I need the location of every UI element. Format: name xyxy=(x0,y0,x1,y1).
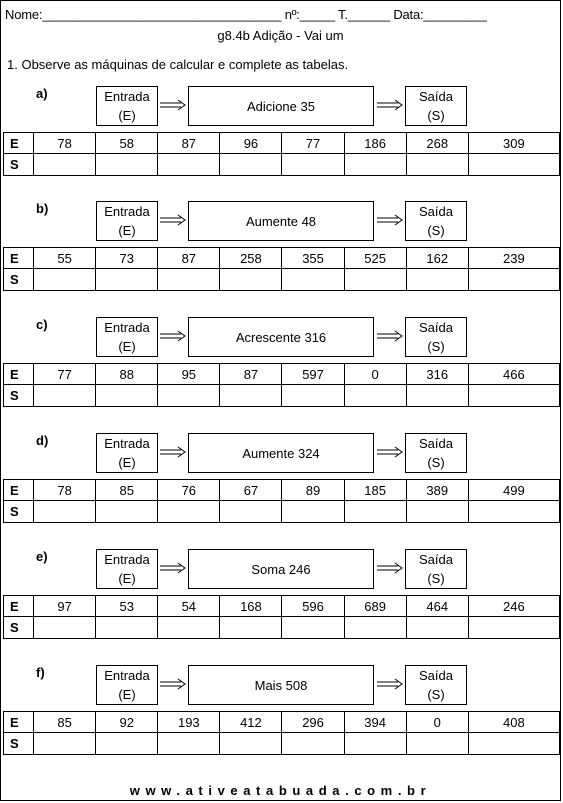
output-answer-cell[interactable] xyxy=(158,154,220,176)
entry-cell: 689 xyxy=(344,596,406,617)
entry-cell: 76 xyxy=(158,480,220,501)
row-label-s: S xyxy=(4,385,34,407)
entry-cell: 268 xyxy=(406,133,468,154)
entry-cell: 394 xyxy=(344,712,406,733)
output-box xyxy=(405,86,467,126)
output-answer-cell[interactable] xyxy=(34,154,96,176)
entry-cell: 309 xyxy=(468,133,559,154)
entry-cell: 464 xyxy=(406,596,468,617)
row-label-e: E xyxy=(4,248,34,269)
input-box-symbol: (E) xyxy=(118,339,136,354)
output-answer-cell[interactable] xyxy=(344,733,406,755)
output-answer-cell[interactable] xyxy=(34,385,96,407)
output-answer-cell[interactable] xyxy=(34,269,96,291)
input-box-symbol: (E) xyxy=(118,108,136,123)
output-box xyxy=(405,201,467,241)
output-answer-cell[interactable] xyxy=(96,385,158,407)
output-box-symbol: (S) xyxy=(427,687,445,702)
exercise-label: c) xyxy=(36,317,48,332)
output-answer-cell[interactable] xyxy=(406,385,468,407)
output-answer-cell[interactable] xyxy=(282,501,344,523)
table-row-entries xyxy=(4,364,560,385)
output-answer-cell[interactable] xyxy=(158,733,220,755)
table-row-outputs xyxy=(4,733,560,755)
table-row-entries xyxy=(4,133,560,154)
row-label-e: E xyxy=(4,364,34,385)
input-box-title: Entrada xyxy=(104,204,150,219)
entry-cell: 389 xyxy=(406,480,468,501)
entry-cell: 89 xyxy=(282,480,344,501)
output-answer-cell[interactable] xyxy=(96,154,158,176)
output-answer-cell[interactable] xyxy=(406,617,468,639)
worksheet-title: g8.4b Adição - Vai um xyxy=(217,28,344,43)
output-answer-cell[interactable] xyxy=(34,733,96,755)
input-output-table xyxy=(3,479,560,523)
input-box-title: Entrada xyxy=(104,436,150,451)
entry-cell: 73 xyxy=(96,248,158,269)
operation-label: Mais 508 xyxy=(254,677,308,693)
output-box-symbol: (S) xyxy=(427,339,445,354)
output-box-symbol: (S) xyxy=(427,108,445,123)
output-answer-cell[interactable] xyxy=(158,617,220,639)
exercise-label: e) xyxy=(36,549,48,564)
arrow-right-icon xyxy=(159,329,187,343)
entry-cell: 96 xyxy=(220,133,282,154)
entry-cell: 87 xyxy=(158,133,220,154)
input-box-title: Entrada xyxy=(104,552,150,567)
output-answer-cell[interactable] xyxy=(220,154,282,176)
arrow-right-icon xyxy=(159,213,187,227)
operation-label: Soma 246 xyxy=(251,561,311,577)
output-answer-cell[interactable] xyxy=(344,385,406,407)
operation-box xyxy=(188,86,374,126)
input-box xyxy=(96,86,158,126)
input-output-table xyxy=(3,595,560,639)
output-answer-cell[interactable] xyxy=(406,501,468,523)
arrow-right-icon xyxy=(159,98,187,112)
entry-cell: 296 xyxy=(282,712,344,733)
output-answer-cell[interactable] xyxy=(406,733,468,755)
arrow-right-icon xyxy=(159,561,187,575)
entry-cell: 597 xyxy=(282,364,344,385)
output-answer-cell[interactable] xyxy=(468,269,559,291)
operation-label: Adicione 35 xyxy=(247,98,315,114)
output-answer-cell[interactable] xyxy=(468,385,559,407)
arrow-right-icon xyxy=(159,677,187,691)
exercise-label: a) xyxy=(36,86,48,101)
entry-cell: 499 xyxy=(468,480,559,501)
output-answer-cell[interactable] xyxy=(158,269,220,291)
output-answer-cell[interactable] xyxy=(96,617,158,639)
output-answer-cell[interactable] xyxy=(282,733,344,755)
output-box xyxy=(405,317,467,357)
output-answer-cell[interactable] xyxy=(96,269,158,291)
entry-cell: 95 xyxy=(158,364,220,385)
table-row-outputs xyxy=(4,501,560,523)
arrow-right-icon xyxy=(159,445,187,459)
entry-cell: 55 xyxy=(34,248,96,269)
output-box-title: Saída xyxy=(419,436,453,451)
operation-box xyxy=(188,549,374,589)
table-row-outputs xyxy=(4,617,560,639)
output-answer-cell[interactable] xyxy=(406,154,468,176)
operation-box xyxy=(188,665,374,705)
arrow-right-icon xyxy=(376,445,404,459)
output-answer-cell[interactable] xyxy=(468,501,559,523)
exercise-label: d) xyxy=(36,433,49,448)
output-answer-cell[interactable] xyxy=(282,617,344,639)
footer-website: www.ativeatabuada.com.br xyxy=(129,783,432,798)
input-box xyxy=(96,549,158,589)
table-row-outputs xyxy=(4,154,560,176)
output-answer-cell[interactable] xyxy=(344,617,406,639)
output-answer-cell[interactable] xyxy=(158,501,220,523)
operation-label: Aumente 48 xyxy=(245,213,317,229)
output-answer-cell[interactable] xyxy=(282,385,344,407)
output-box xyxy=(405,433,467,473)
entry-cell: 92 xyxy=(96,712,158,733)
output-answer-cell[interactable] xyxy=(220,501,282,523)
exercise-section xyxy=(1,665,561,765)
output-box-title: Saída xyxy=(419,320,453,335)
entry-cell: 596 xyxy=(282,596,344,617)
row-label-s: S xyxy=(4,501,34,523)
table-row-entries xyxy=(4,596,560,617)
entry-cell: 246 xyxy=(468,596,559,617)
output-answer-cell[interactable] xyxy=(220,269,282,291)
entry-cell: 466 xyxy=(468,364,559,385)
output-answer-cell[interactable] xyxy=(96,733,158,755)
table-row-entries xyxy=(4,712,560,733)
arrow-right-icon xyxy=(376,329,404,343)
output-box-symbol: (S) xyxy=(427,223,445,238)
entry-cell: 87 xyxy=(158,248,220,269)
row-label-s: S xyxy=(4,733,34,755)
output-answer-cell[interactable] xyxy=(220,733,282,755)
entry-cell: 258 xyxy=(220,248,282,269)
operation-box xyxy=(188,317,374,357)
exercise-label: b) xyxy=(36,201,49,216)
entry-cell: 58 xyxy=(96,133,158,154)
entry-cell: 186 xyxy=(344,133,406,154)
arrow-right-icon xyxy=(376,98,404,112)
output-answer-cell[interactable] xyxy=(468,154,559,176)
entry-cell: 355 xyxy=(282,248,344,269)
operation-label: Aumente 324 xyxy=(242,445,320,461)
input-output-table xyxy=(3,363,560,407)
entry-cell: 87 xyxy=(220,364,282,385)
entry-cell: 0 xyxy=(406,712,468,733)
input-output-table xyxy=(3,132,560,176)
output-box-title: Saída xyxy=(419,552,453,567)
entry-cell: 85 xyxy=(96,480,158,501)
output-answer-cell[interactable] xyxy=(282,269,344,291)
output-answer-cell[interactable] xyxy=(344,501,406,523)
input-box xyxy=(96,317,158,357)
entry-cell: 316 xyxy=(406,364,468,385)
input-box-title: Entrada xyxy=(104,668,150,683)
table-row-outputs xyxy=(4,385,560,407)
entry-cell: 67 xyxy=(220,480,282,501)
entry-cell: 0 xyxy=(344,364,406,385)
input-box-symbol: (E) xyxy=(118,223,136,238)
row-label-e: E xyxy=(4,596,34,617)
input-box-title: Entrada xyxy=(104,89,150,104)
row-label-e: E xyxy=(4,133,34,154)
row-label-s: S xyxy=(4,617,34,639)
output-answer-cell[interactable] xyxy=(344,269,406,291)
exercise-section xyxy=(1,433,561,533)
row-label-e: E xyxy=(4,712,34,733)
input-box xyxy=(96,665,158,705)
table-row-entries xyxy=(4,248,560,269)
exercise-section xyxy=(1,86,561,186)
entry-cell: 168 xyxy=(220,596,282,617)
output-box xyxy=(405,665,467,705)
output-answer-cell[interactable] xyxy=(220,617,282,639)
entry-cell: 78 xyxy=(34,480,96,501)
entry-cell: 88 xyxy=(96,364,158,385)
output-answer-cell[interactable] xyxy=(34,501,96,523)
output-answer-cell[interactable] xyxy=(34,617,96,639)
student-info-header: Nome:__________________________________ nº:_____ T.______ Data:_________ xyxy=(5,7,487,22)
output-box-title: Saída xyxy=(419,89,453,104)
output-answer-cell[interactable] xyxy=(282,154,344,176)
output-answer-cell[interactable] xyxy=(220,385,282,407)
output-box-title: Saída xyxy=(419,204,453,219)
input-box xyxy=(96,201,158,241)
input-box-title: Entrada xyxy=(104,320,150,335)
output-box-symbol: (S) xyxy=(427,455,445,470)
input-box xyxy=(96,433,158,473)
operation-box xyxy=(188,201,374,241)
instruction-text: 1. Observe as máquinas de calcular e complete as tabelas. xyxy=(7,57,349,72)
input-output-table xyxy=(3,711,560,755)
entry-cell: 412 xyxy=(220,712,282,733)
entry-cell: 185 xyxy=(344,480,406,501)
entry-cell: 193 xyxy=(158,712,220,733)
arrow-right-icon xyxy=(376,561,404,575)
exercise-section xyxy=(1,549,561,649)
entry-cell: 239 xyxy=(468,248,559,269)
output-box xyxy=(405,549,467,589)
entry-cell: 77 xyxy=(34,364,96,385)
output-box-title: Saída xyxy=(419,668,453,683)
entry-cell: 85 xyxy=(34,712,96,733)
entry-cell: 97 xyxy=(34,596,96,617)
input-box-symbol: (E) xyxy=(118,571,136,586)
output-answer-cell[interactable] xyxy=(158,385,220,407)
entry-cell: 78 xyxy=(34,133,96,154)
arrow-right-icon xyxy=(376,677,404,691)
output-answer-cell[interactable] xyxy=(96,501,158,523)
entry-cell: 162 xyxy=(406,248,468,269)
output-answer-cell[interactable] xyxy=(468,617,559,639)
input-box-symbol: (E) xyxy=(118,455,136,470)
row-label-s: S xyxy=(4,269,34,291)
entry-cell: 77 xyxy=(282,133,344,154)
input-box-symbol: (E) xyxy=(118,687,136,702)
output-box-symbol: (S) xyxy=(427,571,445,586)
operation-box xyxy=(188,433,374,473)
entry-cell: 54 xyxy=(158,596,220,617)
arrow-right-icon xyxy=(376,213,404,227)
entry-cell: 53 xyxy=(96,596,158,617)
operation-label: Acrescente 316 xyxy=(235,329,327,345)
entry-cell: 408 xyxy=(468,712,559,733)
table-row-entries xyxy=(4,480,560,501)
output-answer-cell[interactable] xyxy=(344,154,406,176)
entry-cell: 525 xyxy=(344,248,406,269)
output-answer-cell[interactable] xyxy=(468,733,559,755)
exercise-section xyxy=(1,201,561,301)
output-answer-cell[interactable] xyxy=(406,269,468,291)
input-output-table xyxy=(3,247,560,291)
exercise-section xyxy=(1,317,561,417)
exercise-label: f) xyxy=(36,665,45,680)
row-label-s: S xyxy=(4,154,34,176)
row-label-e: E xyxy=(4,480,34,501)
table-row-outputs xyxy=(4,269,560,291)
